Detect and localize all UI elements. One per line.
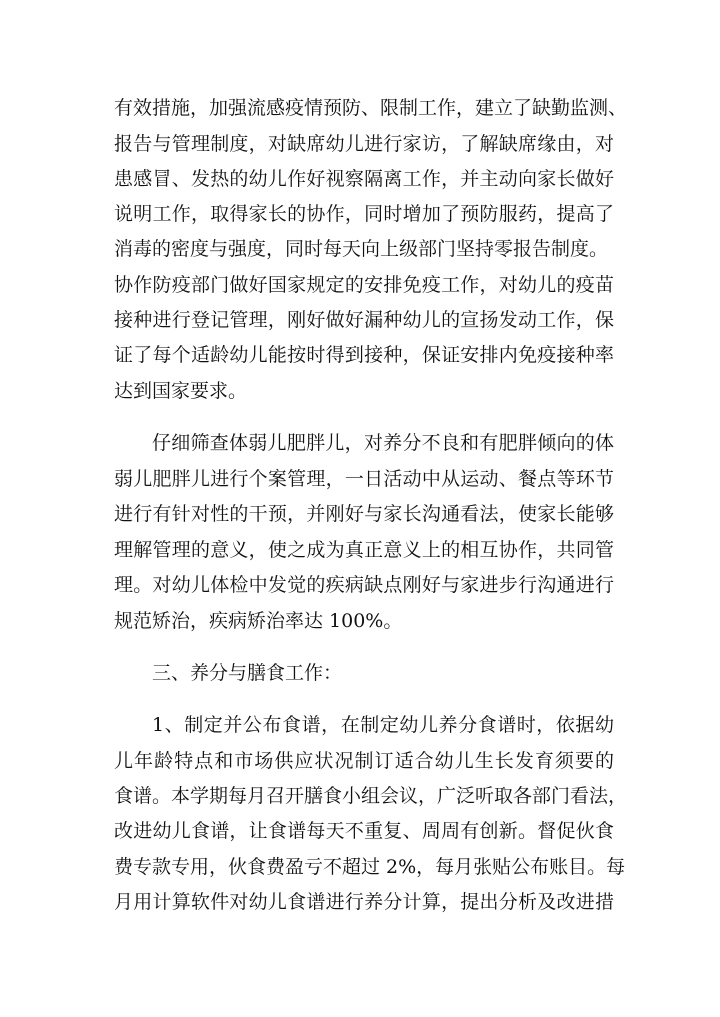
text-line: 说明工作，取得家长的协作，同时增加了预防服药，提高了 (114, 203, 614, 225)
text-line: 月用计算软件对幼儿食谱进行养分计算，提出分析及改进措 (114, 891, 614, 913)
text-line: 弱儿肥胖儿进行个案管理，一日活动中从运动、餐点等环节 (114, 468, 614, 490)
text-line: 消毒的密度与强度，同时每天向上级部门坚持零报告制度。 (114, 238, 609, 260)
text-line: 理。对幼儿体检中发觉的疾病缺点刚好与家进步行沟通进行 (114, 574, 614, 596)
text-line: 接种进行登记管理，刚好做好漏种幼儿的宣扬发动工作，保 (114, 309, 614, 331)
text-line: 理解管理的意义，使之成为真正意义上的相互协作，共同管 (114, 539, 614, 561)
text-line: 达到国家要求。 (114, 380, 248, 402)
text-line: 规范矫治，疾病矫治率达 100%。 (114, 610, 403, 632)
text-line: 有效措施，加强流感疫情预防、限制工作，建立了缺勤监测、 (114, 97, 628, 119)
text-line: 仔细筛查体弱儿肥胖儿，对养分不良和有肥胖倾向的体 (152, 432, 614, 454)
text-line: 协作防疫部门做好国家规定的安排免疫工作，对幼儿的疫苗 (114, 274, 614, 296)
text-line: 证了每个适龄幼儿能按时得到接种，保证安排内免疫接种率 (114, 344, 614, 366)
section-heading: 三、养分与膳食工作： (152, 662, 343, 684)
text-line: 1、制定并公布食谱，在制定幼儿养分食谱时，依据幼 (152, 714, 614, 736)
text-line: 报告与管理制度，对缺席幼儿进行家访，了解缺席缘由，对 (114, 133, 614, 155)
text-line: 患感冒、发热的幼儿作好视察隔离工作，并主动向家长做好 (114, 168, 614, 190)
text-line: 进行有针对性的干预，并刚好与家长沟通看法，使家长能够 (114, 503, 614, 525)
text-line: 儿年龄特点和市场供应状况制订适合幼儿生长发育须要的 (114, 750, 614, 772)
text-line: 食谱。本学期每月召开膳食小组会议，广泛听取各部门看法， (114, 785, 628, 807)
text-line: 费专款专用，伙食费盈亏不超过 2%，每月张贴公布账目。每 (114, 856, 626, 878)
text-line: 改进幼儿食谱，让食谱每天不重复、周周有创新。督促伙食 (114, 820, 614, 842)
